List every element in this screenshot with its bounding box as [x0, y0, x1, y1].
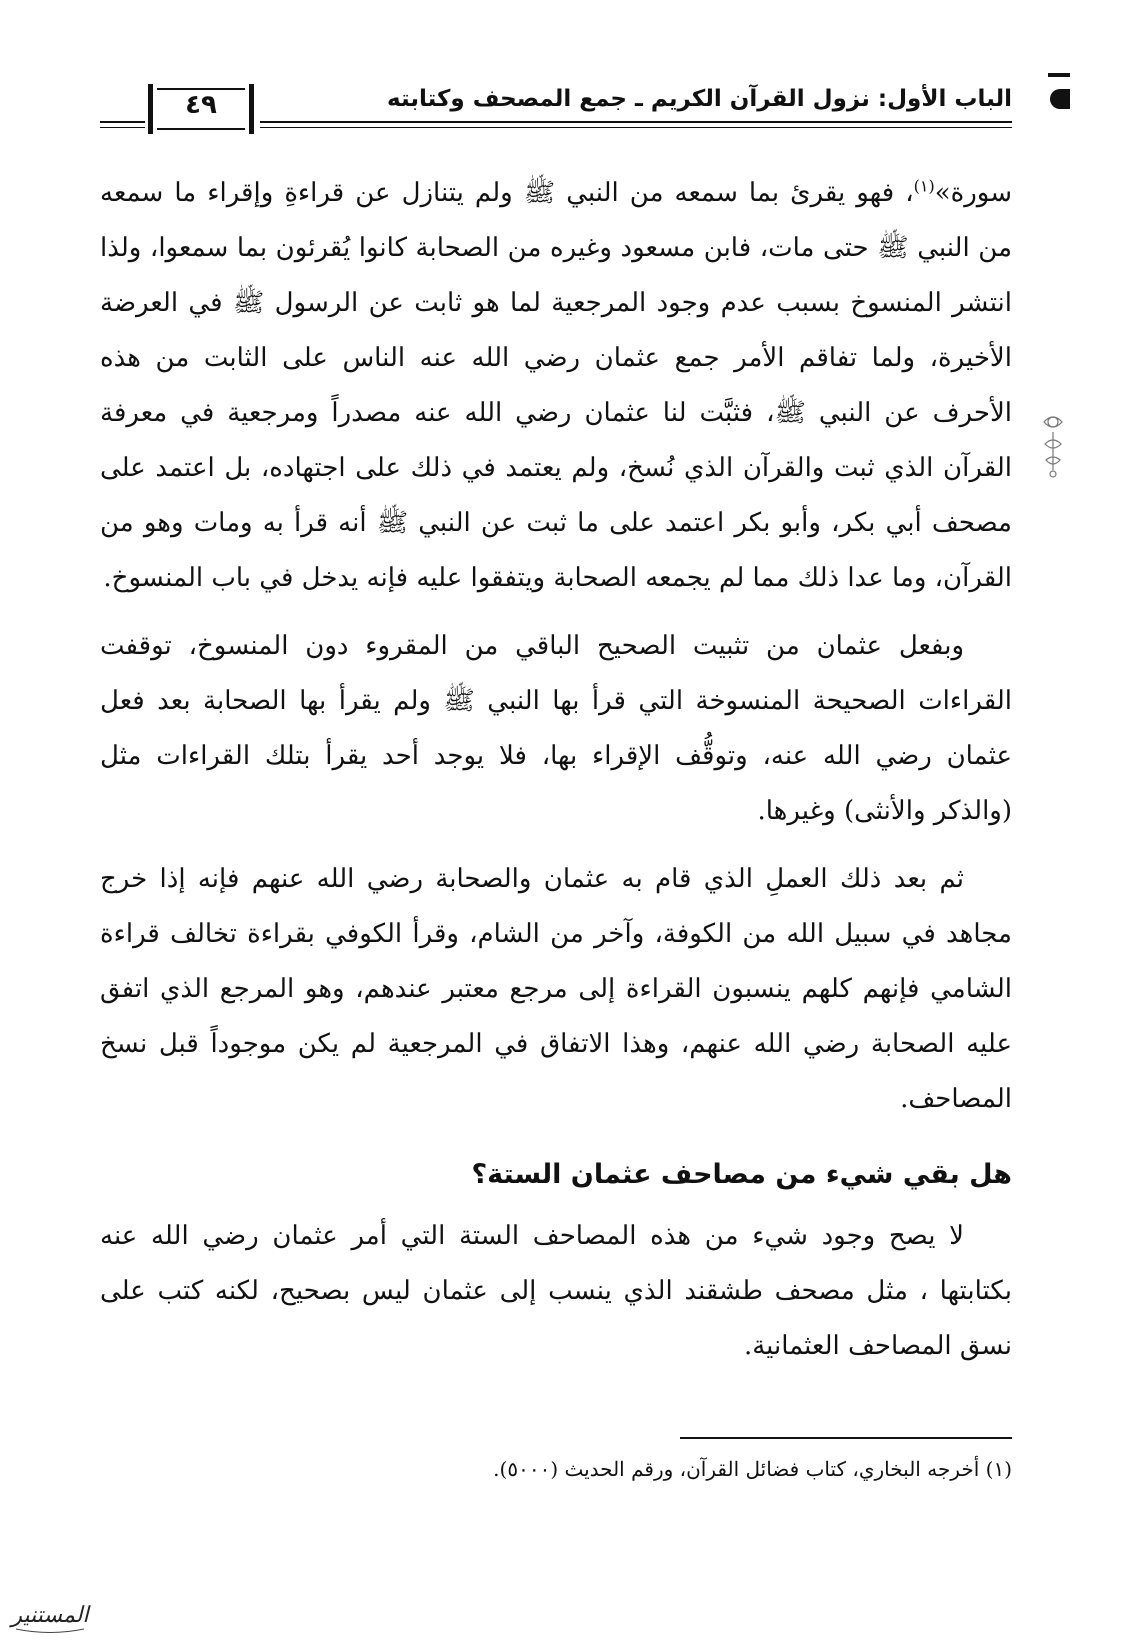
paragraph-3: ثم بعد ذلك العملِ الذي قام به عثمان والصحابة رضي الله عنهم فإنه إذا خرج مجاهد في سبيل الله من الكوفة، وآخر من الشام، وقرأ الكوفي بقراءة تخالف قراءة الشامي فإنهم كلهم ينسبون القراءة إلى مرجع معتبر عندهم، وهو المرجع الذي اتفق عليه الصحابة رضي الله عنهم، وهذا الاتفاق في المرجعية لم يكن موجوداً قبل نسخ المصاحف. [100, 864, 1012, 1114]
main-text [100, 166, 1012, 1374]
chapter-title: الباب الأول: نزول القرآن الكريم ـ جمع المصحف وكتابته [387, 86, 1012, 112]
publisher-logo [6, 1596, 94, 1636]
paragraph-4: لا يصح وجود شيء من هذه المصاحف الستة التي أمر عثمان رضي الله عنه بكتابتها ، مثل مصحف طشقند الذي ينسب إلى عثمان ليس بصحيح، لكنه كتب على نسق المصاحف العثمانية. [100, 1221, 1012, 1361]
footnote [100, 1452, 1012, 1486]
floral-ornament-icon [1040, 410, 1066, 480]
header-rule-thin [260, 127, 1012, 128]
header-left-rule [100, 121, 145, 123]
footnote-reference: (١) [913, 176, 935, 196]
paragraph-1 [100, 166, 1012, 606]
running-header [100, 80, 1012, 140]
page-edge-tab-icon [1048, 73, 1070, 117]
footnote-marker: (١) [985, 1457, 1012, 1481]
header-left-rule-thin [100, 127, 145, 128]
page-number: ٤٩ [185, 90, 217, 120]
paragraph-2: وبفعل عثمان من تثبيت الصحيح الباقي من المقروء دون المنسوخ، توقفت القراءات الصحيحة المنسوخة التي قرأ بها النبي ﷺ ولم يقرأ بها الصحابة بعد فعل عثمان رضي الله عنه، وتوقُّف الإقراء بها، فلا يوجد أحد يقرأ بتلك القراءات مثل (والذكر والأنثى) وغيرها. [100, 631, 1012, 826]
paragraph-1-rest: ، فهو يقرئ بما سمعه من النبي ﷺ ولم يتنازل عن قراءةِ وإقراء ما سمعه من النبي ﷺ حتى مات، فابن مسعود وغيره من الصحابة كانوا يُقرئون بما سمعوا، ولذا انتشر المنسوخ بسبب عدم وجود المرجعية لما هو ثابت عن الرسول ﷺ في العرضة الأخيرة، ولما تفاقم الأمر جمع عثمان رضي الله عنه الناس على الثابت من هذه الأحرف عن النبي ﷺ، فثبَّت لنا عثمان رضي الله عنه مصدراً ومرجعية في معرفة القرآن الذي ثبت والقرآن الذي نُسخ، ولم يعتمد في ذلك على اجتهاده، بل اعتمد على مصحف أبي بكر، وأبو بكر اعتمد على ما ثبت عن النبي ﷺ أنه قرأ به ومات وهو من القرآن، وما عدا ذلك مما لم يجمعه الصحابة ويتفقوا عليه فإنه يدخل في باب المنسوخ. [100, 178, 1012, 593]
footnote-text: أخرجه البخاري، كتاب فضائل القرآن، ورقم الحديث (٥٠٠٠). [493, 1457, 980, 1481]
footnote-divider [680, 1437, 1012, 1439]
publisher-logo-text: المستنير [11, 1603, 89, 1628]
page-number-frame [148, 84, 254, 134]
paragraph-1-start: سورة» [934, 178, 1012, 208]
section-heading: هل بقي شيء من مصاحف عثمان الستة؟ [471, 1159, 1012, 1190]
header-rule [260, 121, 1012, 123]
